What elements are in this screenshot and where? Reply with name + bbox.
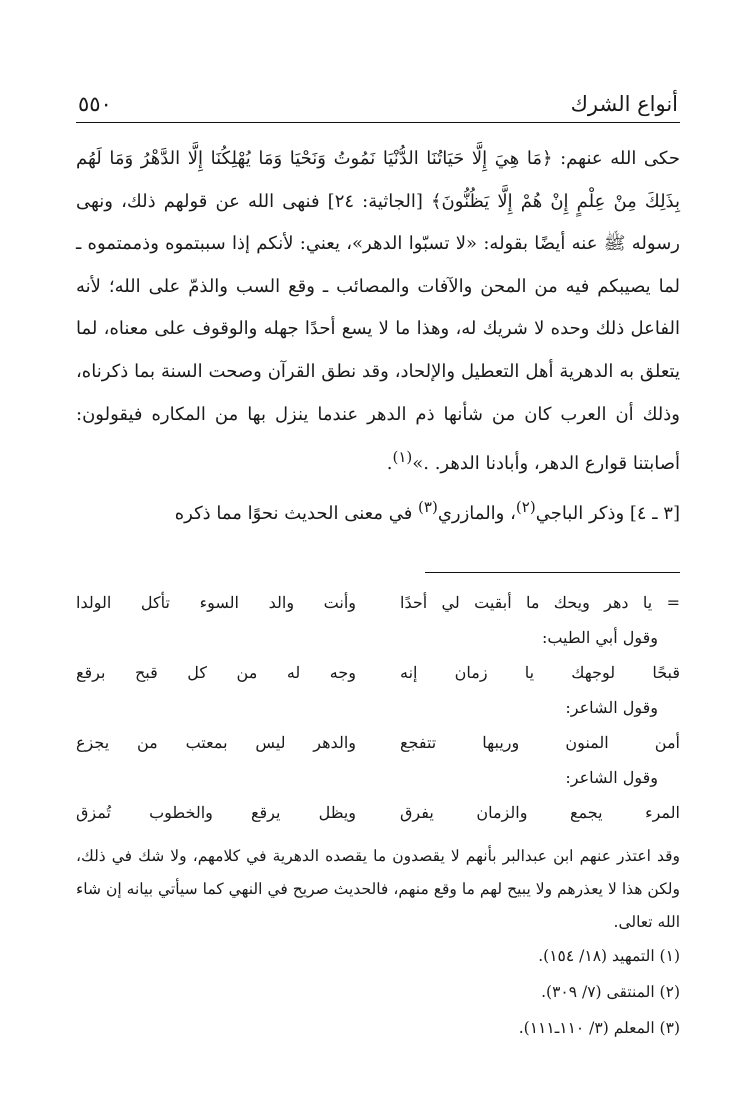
verse-intro: وقول الشاعر: <box>565 698 658 717</box>
paragraph-2 <box>76 486 680 536</box>
poetry-block <box>76 584 680 831</box>
header-rule <box>76 122 680 123</box>
footnote-ref-2: (٢) <box>515 497 536 516</box>
verse-right: قبحًا لوجهك يا زمان إنه <box>400 663 680 682</box>
verse-left: والدهر ليس بمعتب من يجزع <box>76 733 356 752</box>
verse-line <box>76 584 680 621</box>
footnote-ref-3: (٣) <box>418 497 438 516</box>
footnote-2: (٢) المنتقى (٧/ ٣٠٩). <box>541 983 680 1001</box>
note-paragraph: وقد اعتذر عنهم ابن عبدالبر بأنهم لا يقصدون ما يقصده الدهرية في كلامهم، ولا شك في ذلك، ولكن هذا لا يعذرهم ولا يبيح لهم ما وقع منهم، فالحديث صريح في النهي كما سيأتي بيانه إن شاء الله تعالى. <box>76 847 680 931</box>
verse-right: المرء يجمع والزمان يفرق <box>400 803 680 822</box>
footnote-ref-1: (١) <box>392 448 413 467</box>
header-title: أنواع الشرك <box>570 92 678 116</box>
paragraph-1: حكى الله عنهم: ﴿مَا هِيَ إِلَّا حَيَاتُنَا الدُّنْيَا نَمُوتُ وَنَحْيَا وَمَا يُهْلِكُنَا إِلَّا الدَّهْرُ وَمَا لَهُم بِذَلِكَ مِنْ عِلْمٍ إِنْ هُمْ إِلَّا يَظُنُّونَ﴾ [الجاثية: ٢٤] فنهى الله عن قولهم ذلك، ونهى رسوله ﷺ عنه أيضًا بقوله: «لا تسبّوا الدهر»، يعني: لأنكم إذا سببتموه وذممتموه ـ لما يصيبكم فيه من المحن والآفات والمصائب ـ وقع السب والذمّ على الله؛ لأنه الفاعل ذلك وحده لا شريك له، وهذا ما لا يسع أحدًا جهله والوقوف على معناه، لما يتعلق به الدهرية أهل التعطيل والإلحاد، وقد نطق القرآن وصحت السنة بما ذكرناه، وذلك أن العرب كان من شأنها ذم الدهر عندما ينزل بها من المكاره فيقولون: أصابتنا قوارع الدهر، وأبادنا الدهر. .»$^{(١)}$. <box>76 148 681 475</box>
paragraph-1-text: حكى الله عنهم: ﴿مَا هِيَ إِلَّا حَيَاتُنَا الدُّنْيَا نَمُوتُ وَنَحْيَا وَمَا يُهْلِكُنَا إِلَّا الدَّهْرُ وَمَا لَهُم بِذَلِكَ مِنْ عِلْمٍ إِنْ هُمْ إِلَّا يَظُنُّونَ﴾ [الجاثية: ٢٤] فنهى الله عن قولهم ذلك، ونهى رسوله ﷺ عنه أيضًا بقوله: «لا تسبّوا الدهر»، يعني: لأنكم إذا سببتموه وذممتموه ـ لما يصيبكم فيه من المحن والآفات والمصائب ـ وقع السب والذمّ على الله؛ لأنه الفاعل ذلك وحده لا شريك له، وهذا ما لا يسع أحدًا جهله والوقوف على معناه، لما يتعلق به الدهرية أهل التعطيل والإلحاد، وقد نطق القرآن وصحت السنة بما ذكرناه، وذلك أن العرب كان من شأنها ذم الدهر عندما ينزل بها من المكاره فيقولون: أصابتنا قوارع الدهر، وأبادنا الدهر. .» <box>76 148 681 475</box>
paragraph-2-c: في معنى الحديث نحوًا مما ذكره <box>174 502 419 524</box>
verse-left: ويظل يرقع والخطوب تُمزق <box>76 803 356 822</box>
footnote-separator <box>425 572 680 573</box>
verse-right: = يا دهر ويحك ما أبقيت لي أحدًا <box>400 593 680 612</box>
footnote-list <box>76 938 680 1046</box>
page-number: ٥٥٠ <box>78 92 112 116</box>
paragraph-2-b: ، والمازري <box>437 502 516 524</box>
verse-right: أمن المنون وريبها تتفجع <box>400 733 680 752</box>
verse-line <box>76 654 680 691</box>
verse-left: وأنت والد السوء تأكل الولدا <box>76 593 356 612</box>
footnote-1: (١) التمهيد (١٨/ ١٥٤). <box>538 947 680 965</box>
verse-intro: وقول الشاعر: <box>565 768 658 787</box>
footnote-continuation <box>76 840 680 939</box>
verse-left: وجه له من كل قبح برقع <box>76 663 356 682</box>
paragraph-2-a: [٣ ـ ٤] وذكر الباجي <box>535 502 680 524</box>
verse-intro: وقول أبي الطيب: <box>541 628 658 647</box>
footnote-3: (٣) المعلم (٣/ ١١٠ـ١١١). <box>518 1019 680 1037</box>
running-header <box>78 82 678 116</box>
main-text <box>76 138 680 535</box>
verse-line <box>76 724 680 761</box>
verse-line <box>76 794 680 831</box>
